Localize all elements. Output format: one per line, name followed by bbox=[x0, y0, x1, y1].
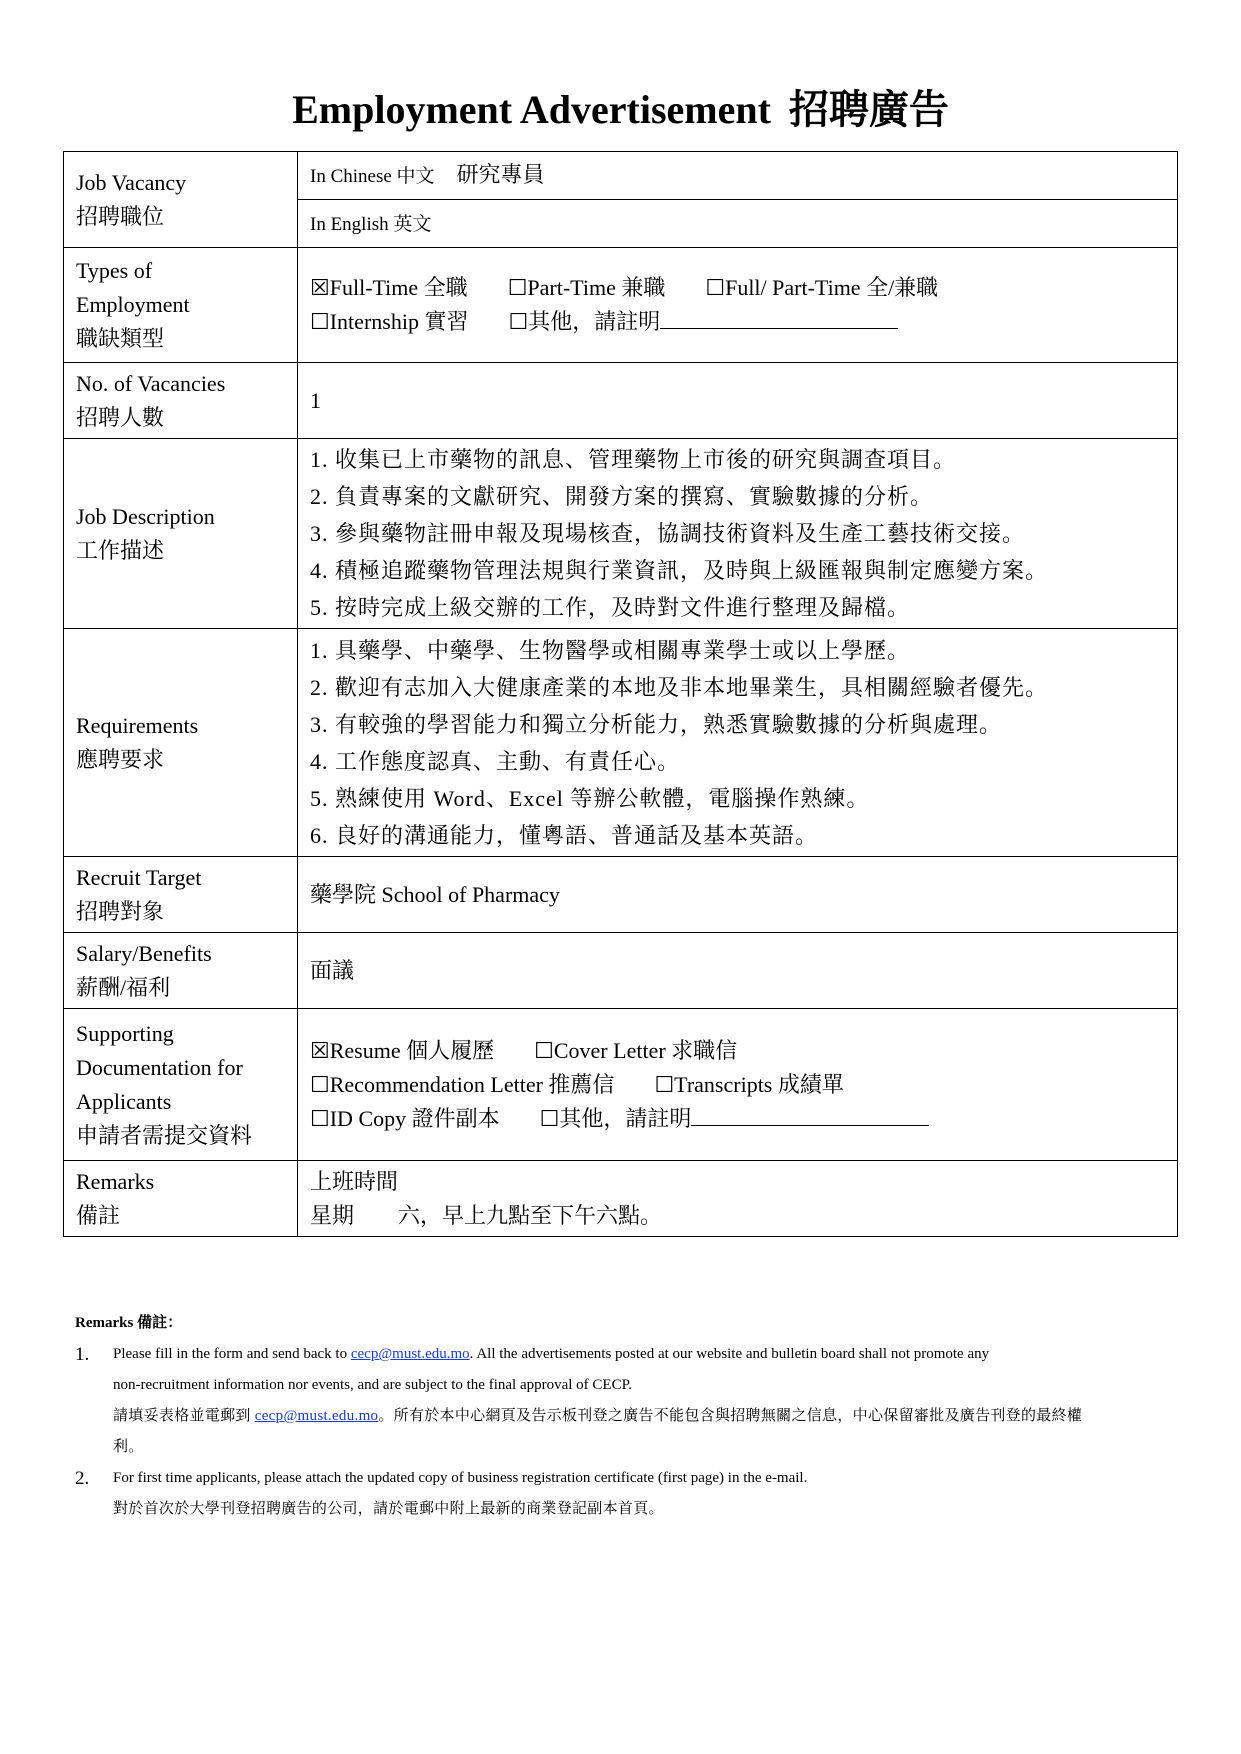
footer-note-1: 1. Please fill in the form and send back to cecp@must.edu.mo. All the advertisements posted at our website and bulletin board shall not promote any non-recruitment information nor events, and are subject to the final approval of CECP. 請填妥表格並電郵到 cecp@must.edu.mo。所有於本中心網頁及告示板刊登之廣告不能包含與招聘無關之信息，中心保留審批及廣告刊登的最終權 利。 bbox=[75, 1344, 1083, 1455]
footer-heading: Remarks 備註： bbox=[75, 1315, 183, 1331]
vacancies-value: 1 bbox=[298, 363, 1178, 439]
checkbox-full-time[interactable]: ☒Full-Time 全職 bbox=[310, 275, 468, 300]
list-item: 6. 良好的溝通能力，懂粵語、普通話及基本英語。 bbox=[310, 822, 819, 848]
label-requirements: Requirements 應聘要求 bbox=[64, 629, 298, 857]
row-vacancies bbox=[64, 363, 1178, 439]
checkbox-internship[interactable]: ☐Internship 實習 bbox=[310, 309, 469, 334]
title-zh: 招聘廣告 bbox=[788, 87, 949, 132]
row-employment-type bbox=[64, 248, 1178, 363]
checkbox-part-time[interactable]: ☐Part-Time 兼職 bbox=[507, 275, 666, 300]
job-description-list bbox=[298, 439, 1178, 629]
page-title bbox=[0, 80, 1241, 140]
english-label: In English 英文 bbox=[310, 213, 432, 235]
salary-value: 面議 bbox=[298, 933, 1178, 1009]
label-salary: Salary/Benefits 薪酬/福利 bbox=[64, 933, 298, 1009]
email-link[interactable]: cecp@must.edu.mo bbox=[254, 1408, 379, 1424]
chinese-label: In Chinese 中文 bbox=[310, 165, 435, 187]
row-job-description bbox=[64, 439, 1178, 629]
checkbox-full-part-time[interactable]: ☐Full/ Part-Time 全/兼職 bbox=[705, 275, 939, 300]
list-item: 4. 工作態度認真、主動、有責任心。 bbox=[310, 748, 681, 774]
email-link[interactable]: cecp@must.edu.mo bbox=[350, 1346, 470, 1362]
row-recruit-target bbox=[64, 857, 1178, 933]
row-supporting-documents bbox=[64, 1009, 1178, 1161]
footer-remarks bbox=[75, 1308, 1185, 1525]
list-item: 5. 按時完成上級交辦的工作，及時對文件進行整理及歸檔。 bbox=[310, 595, 911, 620]
list-item: 4. 積極追蹤藥物管理法規與行業資訊，及時與上級匯報與制定應變方案。 bbox=[310, 558, 1049, 583]
other-document-blank[interactable] bbox=[691, 1103, 929, 1126]
checkbox-other-type[interactable]: ☐其他，請註明 bbox=[508, 309, 661, 334]
label-job-description: Job Description 工作描述 bbox=[64, 439, 298, 629]
label-vacancies: No. of Vacancies 招聘人數 bbox=[64, 363, 298, 439]
list-item: 1. 收集已上市藥物的訊息、管理藥物上市後的研究與調查項目。 bbox=[310, 447, 957, 472]
row-requirements bbox=[64, 629, 1178, 857]
job-title-chinese: 研究專員 bbox=[456, 161, 545, 187]
employment-type-options bbox=[298, 248, 1178, 363]
other-type-blank[interactable] bbox=[660, 306, 898, 329]
label-recruit-target: Recruit Target 招聘對象 bbox=[64, 857, 298, 933]
checkbox-resume[interactable]: ☒Resume 個人履歷 bbox=[310, 1037, 495, 1063]
recruit-target-value: 藥學院 School of Pharmacy bbox=[298, 857, 1178, 933]
advertisement-form bbox=[63, 151, 1178, 1237]
footer-note-2: 2. For first time applicants, please attach the updated copy of business registration certificate (first page) in the e-mail. 對於首次於大學刊登招聘廣告的公司，請於電郵中附上最新的商業登記副本首頁。 bbox=[75, 1468, 808, 1517]
job-title-chinese-cell[interactable] bbox=[298, 152, 1178, 200]
title-en: Employment Advertisement bbox=[292, 87, 771, 132]
documents-options bbox=[298, 1009, 1178, 1161]
label-remarks: Remarks 備註 bbox=[64, 1161, 298, 1237]
list-item: 2. 負責專案的文獻研究、開發方案的撰寫、實驗數據的分析。 bbox=[310, 484, 934, 509]
row-remarks bbox=[64, 1161, 1178, 1237]
checkbox-transcripts[interactable]: ☐Transcripts 成績單 bbox=[654, 1071, 844, 1097]
checkbox-id-copy[interactable]: ☐ID Copy 證件副本 bbox=[310, 1105, 500, 1131]
work-hours-text: 星期 六，早上九點至下午六點。 bbox=[310, 1202, 663, 1228]
remarks-value bbox=[298, 1161, 1178, 1237]
requirements-list bbox=[298, 629, 1178, 857]
list-item: 3. 參與藥物註冊申報及現場核查，協調技術資料及生產工藝技術交接。 bbox=[310, 521, 1026, 546]
checkbox-recommendation-letter[interactable]: ☐Recommendation Letter 推薦信 bbox=[310, 1071, 615, 1097]
list-item: 3. 有較強的學習能力和獨立分析能力，熟悉實驗數據的分析與處理。 bbox=[310, 711, 1003, 737]
job-title-english-cell[interactable] bbox=[298, 200, 1178, 248]
list-item: 2. 歡迎有志加入大健康產業的本地及非本地畢業生，具相關經驗者優先。 bbox=[310, 674, 1049, 700]
checkbox-other-document[interactable]: ☐其他，請註明 bbox=[539, 1105, 692, 1131]
label-supporting-documents: Supporting Documentation for Applicants 申請者需提交資料 bbox=[64, 1009, 298, 1161]
row-salary bbox=[64, 933, 1178, 1009]
label-employment-type: Types of Employment 職缺類型 bbox=[64, 248, 298, 363]
work-hours-heading: 上班時間 bbox=[310, 1168, 399, 1194]
checkbox-cover-letter[interactable]: ☐Cover Letter 求職信 bbox=[534, 1037, 738, 1063]
label-job-vacancy: Job Vacancy 招聘職位 bbox=[64, 152, 298, 248]
list-item: 5. 熟練使用 Word、Excel 等辦公軟體，電腦操作熟練。 bbox=[310, 785, 870, 811]
row-job-vacancy-chinese bbox=[64, 152, 1178, 200]
list-item: 1. 具藥學、中藥學、生物醫學或相關專業學士或以上學歷。 bbox=[310, 637, 911, 663]
